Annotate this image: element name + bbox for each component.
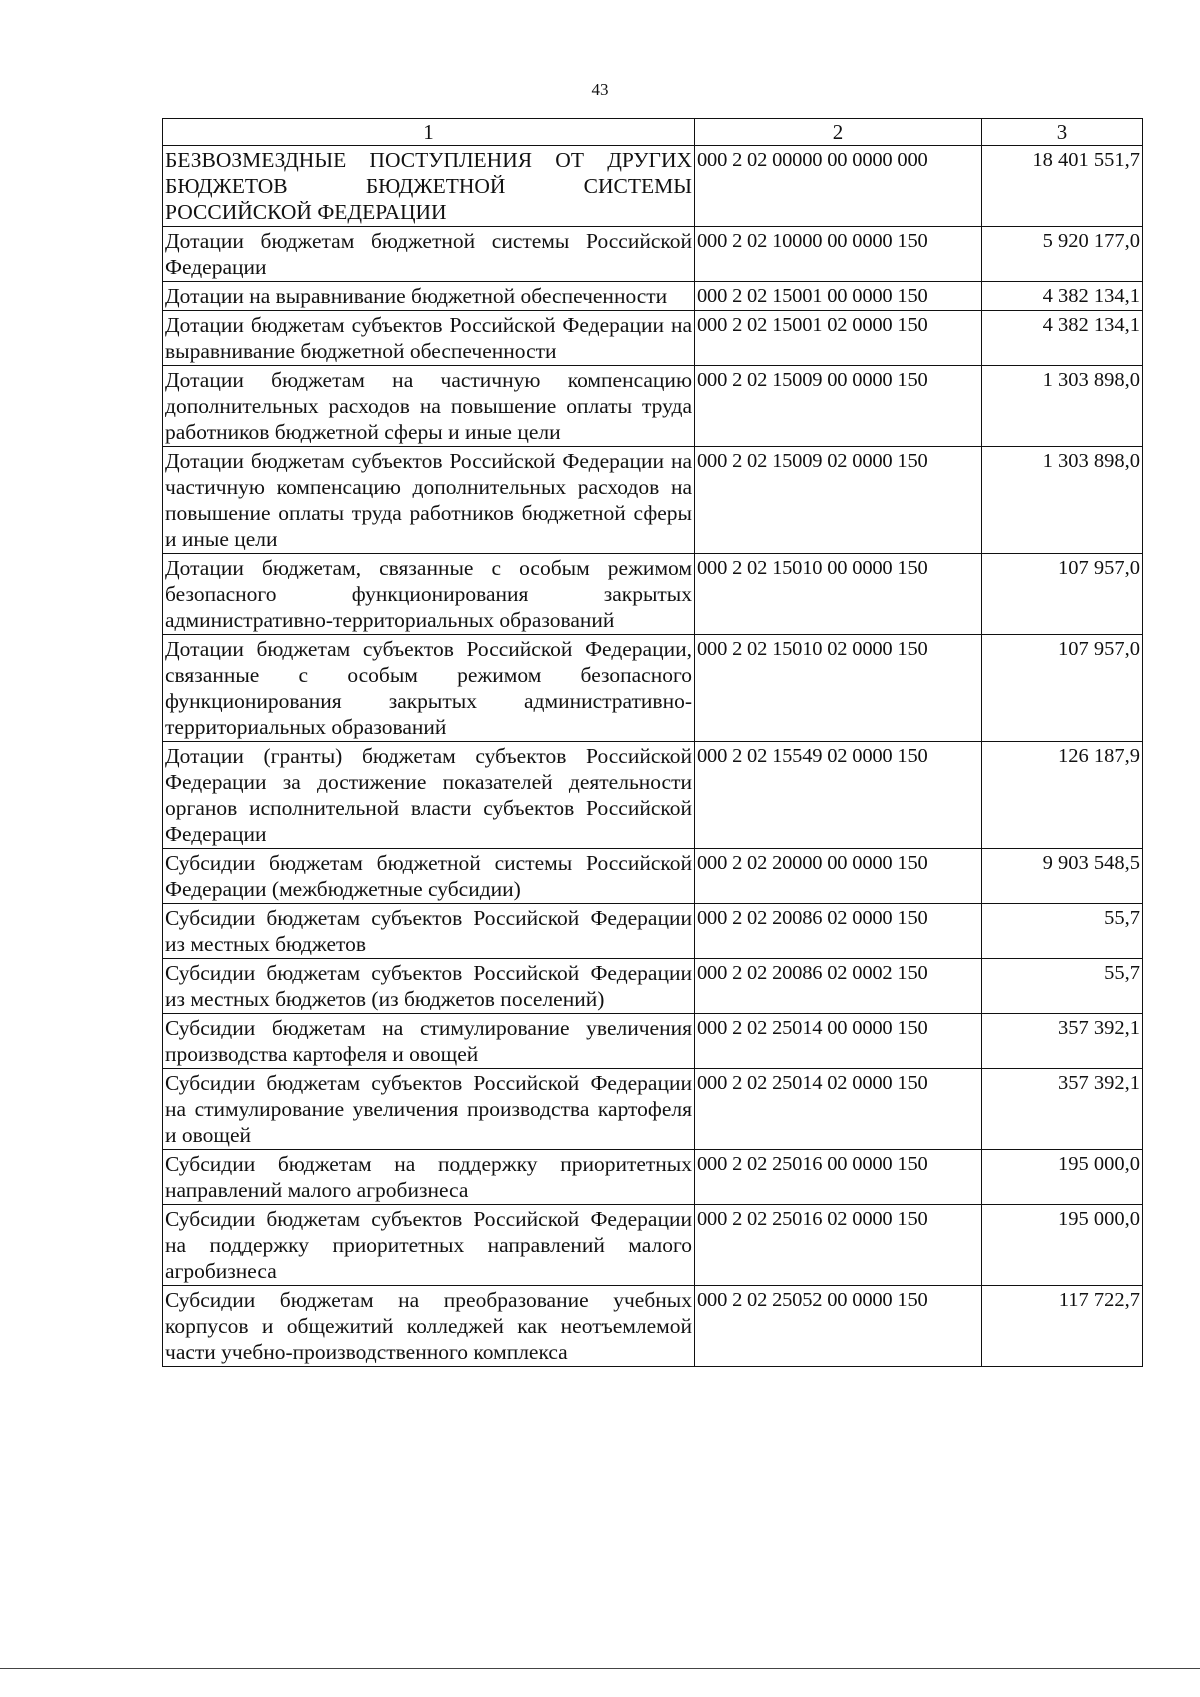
revenue-name: Дотации на выравнивание бюджетной обеспеченности [163,282,695,311]
table-row [163,1286,1143,1367]
revenue-name: Субсидии бюджетам субъектов Российской Федерации из местных бюджетов (из бюджетов поселений) [163,959,695,1014]
revenue-name: Субсидии бюджетам субъектов Российской Федерации на стимулирование увеличения производства картофеля и овощей [163,1069,695,1150]
revenue-code: 000 2 02 10000 00 0000 150 [695,227,982,282]
revenue-name: Субсидии бюджетам на преобразование учебных корпусов и общежитий колледжей как неотъемлемой части учебно-производственного комплекса [163,1286,695,1367]
table-row [163,635,1143,742]
revenue-code: 000 2 02 25016 02 0000 150 [695,1205,982,1286]
revenue-code: 000 2 02 15001 00 0000 150 [695,282,982,311]
table-row [163,227,1143,282]
revenue-amount: 4 382 134,1 [982,311,1143,366]
table-row [163,849,1143,904]
table-row [163,1150,1143,1205]
column-header-1: 1 [163,119,695,146]
revenue-amount: 4 382 134,1 [982,282,1143,311]
revenue-code: 000 2 02 20086 02 0000 150 [695,904,982,959]
revenue-amount: 5 920 177,0 [982,227,1143,282]
column-header-3: 3 [982,119,1143,146]
table-row [163,282,1143,311]
revenue-amount: 126 187,9 [982,742,1143,849]
revenue-code: 000 2 02 25014 02 0000 150 [695,1069,982,1150]
revenue-amount: 1 303 898,0 [982,447,1143,554]
revenue-amount: 357 392,1 [982,1014,1143,1069]
revenue-amount: 55,7 [982,959,1143,1014]
table-row [163,904,1143,959]
revenue-amount: 55,7 [982,904,1143,959]
scan-edge-line [0,1668,1200,1669]
column-header-2: 2 [695,119,982,146]
revenue-code: 000 2 02 25014 00 0000 150 [695,1014,982,1069]
revenue-code: 000 2 02 15001 02 0000 150 [695,311,982,366]
revenue-name: Дотации бюджетам на частичную компенсацию дополнительных расходов на повышение оплаты труда работников бюджетной сферы и иные цели [163,366,695,447]
table-row [163,959,1143,1014]
table-row [163,554,1143,635]
revenue-code: 000 2 02 25052 00 0000 150 [695,1286,982,1367]
revenue-code: 000 2 02 15009 00 0000 150 [695,366,982,447]
page-number: 43 [591,80,609,99]
revenue-name: Дотации бюджетам, связанные с особым режимом безопасного функционирования закрытых административно-территориальных образований [163,554,695,635]
revenue-name: Субсидии бюджетам субъектов Российской Федерации из местных бюджетов [163,904,695,959]
revenue-amount: 107 957,0 [982,554,1143,635]
revenue-amount: 195 000,0 [982,1150,1143,1205]
table-row [163,146,1143,227]
revenue-name: Дотации бюджетам субъектов Российской Федерации на частичную компенсацию дополнительных расходов на повышение оплаты труда работников бюджетной сферы и иные цели [163,447,695,554]
revenue-amount: 1 303 898,0 [982,366,1143,447]
revenue-name: Субсидии бюджетам на стимулирование увеличения производства картофеля и овощей [163,1014,695,1069]
table-row [163,366,1143,447]
revenue-amount: 357 392,1 [982,1069,1143,1150]
revenue-code: 000 2 02 15009 02 0000 150 [695,447,982,554]
revenue-code: 000 2 02 15010 02 0000 150 [695,635,982,742]
revenue-name: Дотации (гранты) бюджетам субъектов Российской Федерации за достижение показателей деятельности органов исполнительной власти субъектов Российской Федерации [163,742,695,849]
budget-revenue-table [162,118,1143,1367]
revenue-code: 000 2 02 15010 00 0000 150 [695,554,982,635]
revenue-code: 000 2 02 00000 00 0000 000 [695,146,982,227]
revenue-name: Субсидии бюджетам на поддержку приоритетных направлений малого агробизнеса [163,1150,695,1205]
table-row [163,311,1143,366]
table-row [163,1014,1143,1069]
revenue-amount: 9 903 548,5 [982,849,1143,904]
revenue-code: 000 2 02 25016 00 0000 150 [695,1150,982,1205]
revenue-code: 000 2 02 15549 02 0000 150 [695,742,982,849]
revenue-name: БЕЗВОЗМЕЗДНЫЕ ПОСТУПЛЕНИЯ ОТ ДРУГИХ БЮДЖЕТОВ БЮДЖЕТНОЙ СИСТЕМЫ РОССИЙСКОЙ ФЕДЕРАЦИИ [163,146,695,227]
revenue-amount: 195 000,0 [982,1205,1143,1286]
revenue-code: 000 2 02 20000 00 0000 150 [695,849,982,904]
table-row [163,1069,1143,1150]
revenue-name: Дотации бюджетам субъектов Российской Федерации, связанные с особым режимом безопасного функционирования закрытых административно-территориальных образований [163,635,695,742]
revenue-name: Субсидии бюджетам субъектов Российской Федерации на поддержку приоритетных направлений малого агробизнеса [163,1205,695,1286]
revenue-code: 000 2 02 20086 02 0002 150 [695,959,982,1014]
revenue-amount: 107 957,0 [982,635,1143,742]
revenue-name: Дотации бюджетам субъектов Российской Федерации на выравнивание бюджетной обеспеченности [163,311,695,366]
revenue-amount: 18 401 551,7 [982,146,1143,227]
revenue-name: Дотации бюджетам бюджетной системы Российской Федерации [163,227,695,282]
table-row [163,447,1143,554]
table-row [163,742,1143,849]
table-row [163,1205,1143,1286]
table-header-row [163,119,1143,146]
revenue-name: Субсидии бюджетам бюджетной системы Российской Федерации (межбюджетные субсидии) [163,849,695,904]
revenue-amount: 117 722,7 [982,1286,1143,1367]
